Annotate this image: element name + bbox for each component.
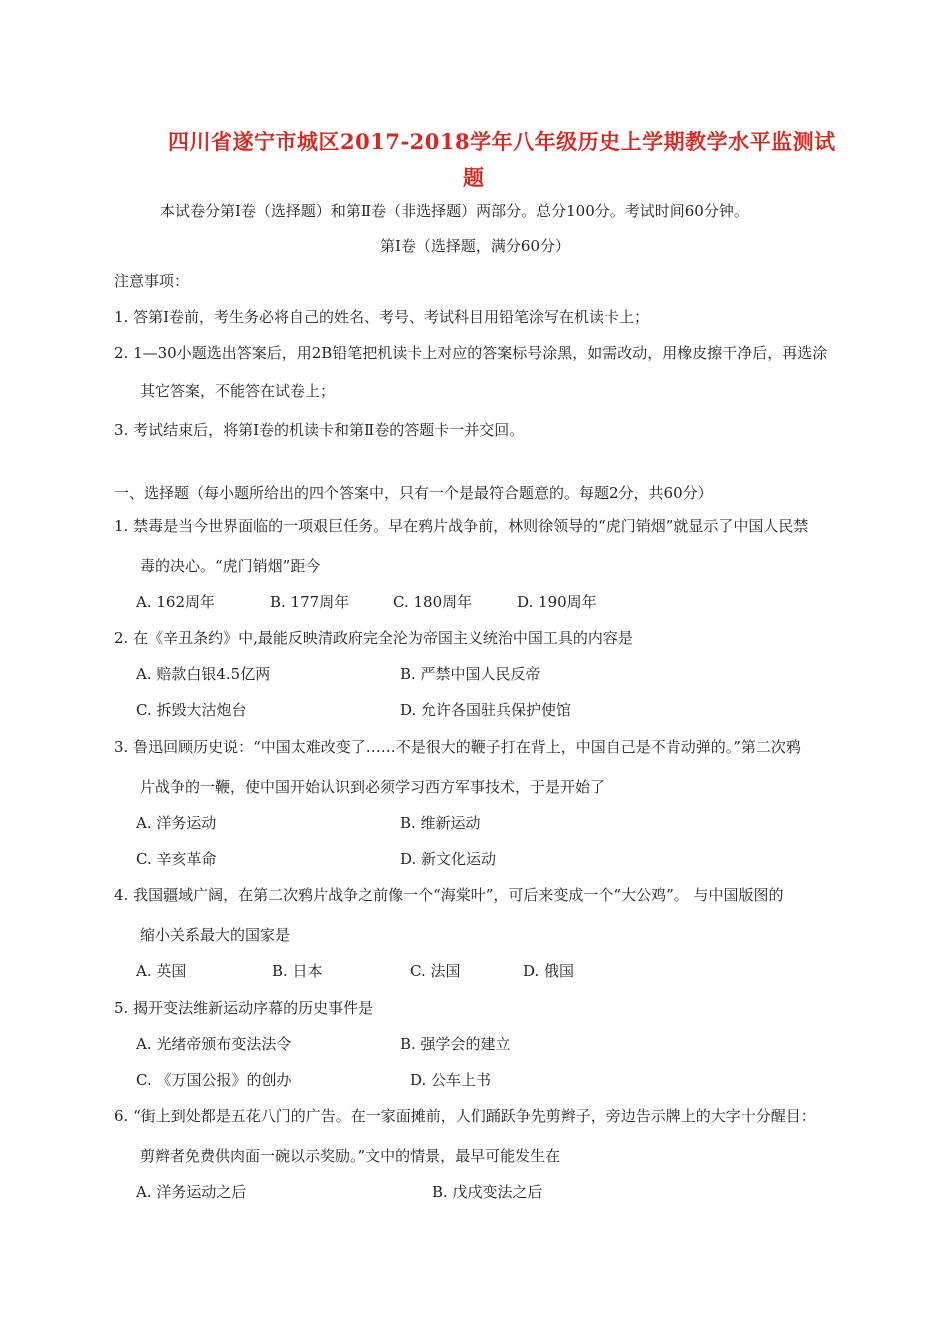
exam-title-line1: 四川省遂宁市城区2017-2018学年八年级历史上学期教学水平监测试 [168, 129, 836, 154]
question-stem: 片战争的一鞭，使中国开始认识到必须学习西方军事技术，于是开始了 [140, 778, 606, 796]
option-b: B. 严禁中国人民反帝 [400, 665, 541, 683]
notice-heading: 注意事项： [114, 272, 190, 290]
option-c: C. 法国 [410, 962, 461, 980]
question-stem: 2. 在《辛丑条约》中,最能反映清政府完全沦为帝国主义统治中国工具的内容是 [114, 629, 633, 647]
option-d: D. 允许各国驻兵保护使馆 [400, 701, 572, 719]
notice-item: 2. 1—30小题选出答案后，用2B铅笔把机读卡上对应的答案标号涂黑，如需改动，用橡皮擦干净后，再选涂 [114, 344, 828, 362]
question-stem: 1. 禁毒是当今世界面临的一项艰巨任务。早在鸦片战争前，林则徐领导的“虎门销烟”就显示了中国人民禁 [114, 517, 809, 535]
option-d: D. 190周年 [517, 593, 597, 611]
question-stem: 6. “街上到处都是五花八门的广告。在一家面摊前，人们踊跃争先剪辫子，旁边告示牌上的大字十分醒目： [114, 1107, 816, 1125]
option-b: B. 戊戌变法之后 [432, 1183, 543, 1201]
option-c: C. 180周年 [393, 593, 473, 611]
option-d: D. 公车上书 [410, 1071, 492, 1089]
question-stem: 4. 我国疆域广阔，在第二次鸦片战争之前像一个“海棠叶”，可后来变成一个“大公鸡”。 与中国版图的 [114, 886, 784, 904]
intro-text: 本试卷分第Ⅰ卷（选择题）和第Ⅱ卷（非选择题）两部分。总分100分。考试时间60分钟。 [160, 202, 749, 220]
notice-item: 其它答案，不能答在试卷上； [140, 382, 336, 400]
option-c: C. 拆毁大沽炮台 [136, 701, 247, 719]
option-c: C. 《万国公报》的创办 [136, 1071, 292, 1089]
option-a: A. 光绪帝颁布变法法令 [136, 1035, 292, 1053]
question-stem: 剪辫者免费供肉面一碗以示奖励。”文中的情景，最早可能发生在 [140, 1147, 561, 1165]
option-c: C. 辛亥革命 [136, 850, 217, 868]
part1-title: 第Ⅰ卷（选择题，满分60分） [379, 237, 570, 255]
option-b: B. 177周年 [270, 593, 350, 611]
question-stem: 5. 揭开变法维新运动序幕的历史事件是 [114, 999, 374, 1017]
question-stem: 3. 鲁迅回顾历史说：“中国太难改变了……不是很大的鞭子打在背上，中国自己是不肯动弹的。”第二次鸦 [114, 738, 801, 756]
option-a: A. 英国 [136, 962, 187, 980]
notice-item: 1. 答第Ⅰ卷前，考生务必将自己的姓名、考号、考试科目用铅笔涂写在机读卡上； [114, 308, 650, 326]
option-b: B. 维新运动 [400, 814, 481, 832]
option-a: A. 162周年 [136, 593, 215, 611]
question-stem: 缩小关系最大的国家是 [140, 926, 291, 944]
option-d: D. 俄国 [523, 962, 575, 980]
section-heading: 一、选择题（每小题所给出的四个答案中，只有一个是最符合题意的。每题2分，共60分） [114, 484, 713, 502]
option-a: A. 赔款白银4.5亿两 [136, 665, 271, 683]
option-b: B. 日本 [272, 962, 323, 980]
option-d: D. 新文化运动 [400, 850, 497, 868]
option-a: A. 洋务运动之后 [136, 1183, 247, 1201]
option-b: B. 强学会的建立 [400, 1035, 511, 1053]
option-a: A. 洋务运动 [136, 814, 217, 832]
notice-item: 3. 考试结束后，将第Ⅰ卷的机读卡和第Ⅱ卷的答题卡一并交回。 [114, 421, 525, 439]
exam-title-line2: 题 [463, 165, 485, 190]
question-stem: 毒的决心。“虎门销烟”距今 [140, 557, 321, 575]
